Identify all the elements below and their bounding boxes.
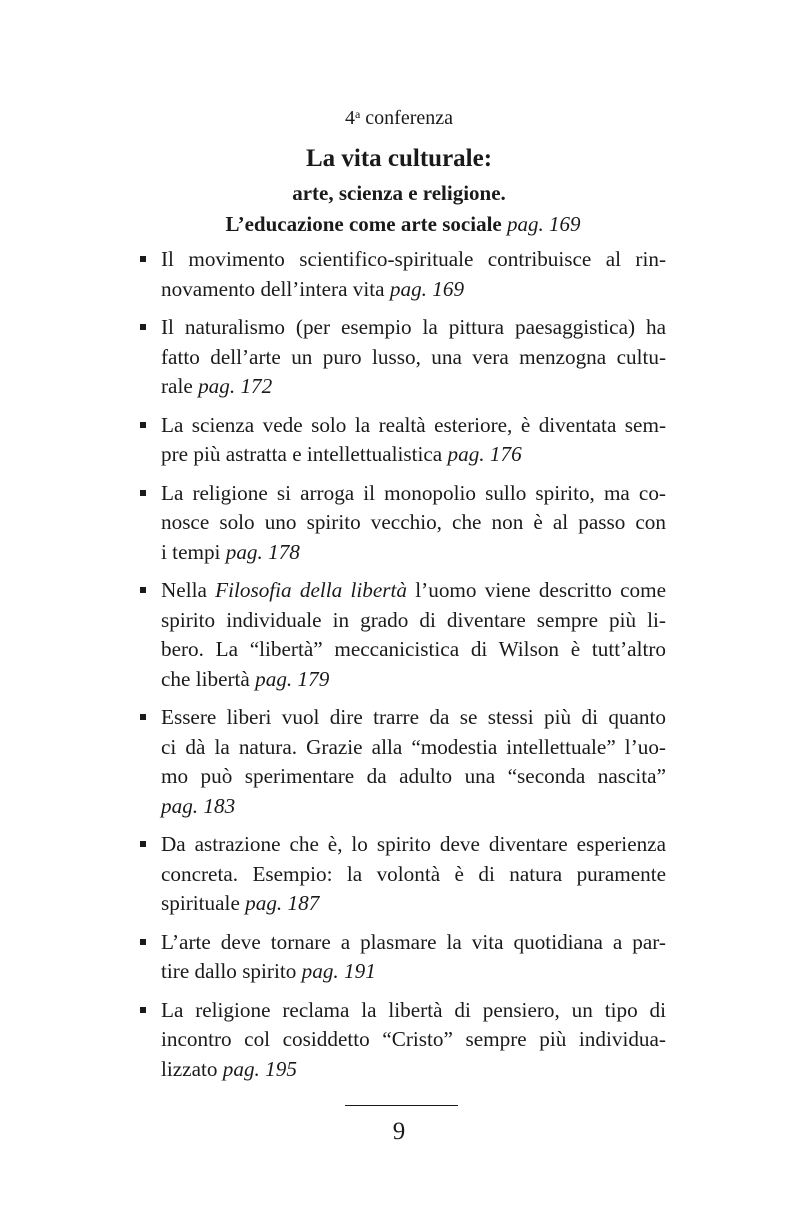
list-item	[138, 313, 666, 402]
list-item	[138, 830, 666, 919]
page-reference: pag. 191	[301, 959, 376, 983]
item-line-text: che libertà	[161, 666, 256, 691]
summary-list	[138, 245, 666, 1093]
item-line: La religione reclama la libertà di pensiero, un tipo di	[161, 997, 666, 1022]
list-item	[138, 411, 666, 470]
conference-number: 4	[344, 107, 355, 129]
list-item	[138, 479, 666, 568]
conference-word: conferenza	[360, 107, 454, 129]
list-item	[138, 996, 666, 1085]
item-line: La religione si arroga il monopolio sullo spirito, ma co-	[161, 480, 666, 505]
item-line-text: novamento dell’intera vita	[161, 276, 390, 301]
list-item	[138, 703, 666, 821]
list-item	[138, 576, 666, 694]
item-line-last	[161, 792, 666, 822]
item-line	[161, 576, 666, 606]
page-reference: pag. 183	[161, 793, 236, 818]
chapter-header	[0, 100, 798, 240]
item-line-last	[161, 957, 666, 987]
conference-ordinal-suffix: a	[354, 107, 361, 121]
page-reference: pag. 172	[198, 374, 273, 398]
chapter-title: La vita culturale:	[305, 145, 493, 172]
item-line-text: i tempi	[161, 539, 226, 564]
item-line-last	[161, 372, 666, 402]
chapter-subtitle: arte, scienza e religione.	[292, 181, 506, 205]
page-number: 9	[392, 1118, 406, 1145]
item-line-text: pre più astratta e intellettualistica	[161, 442, 448, 466]
item-line: La scienza vede solo la realtà esteriore, è diventata sem-	[161, 412, 666, 437]
item-line: Da astrazione che è, lo spirito deve diventare esperienza	[161, 832, 666, 856]
item-line-text: lizzato	[161, 1056, 223, 1081]
item-line-text: l’uomo viene descritto come	[407, 578, 666, 602]
item-line-last	[161, 275, 666, 305]
square-bullet-icon	[140, 490, 146, 496]
item-line-last	[161, 440, 666, 470]
square-bullet-icon	[140, 714, 146, 720]
list-item	[138, 928, 666, 987]
item-line-text: Nella	[161, 578, 216, 602]
square-bullet-icon	[140, 324, 146, 330]
item-line-last	[161, 889, 666, 919]
item-line: Il movimento scientifico-spirituale contribuisce al rin-	[161, 247, 666, 271]
item-line-text: rale	[161, 374, 199, 398]
item-line: spirito individuale in grado di diventare sempre più li-	[161, 607, 666, 632]
subtitle-page-reference: pag. 169	[506, 212, 581, 236]
chapter-subtitle-education	[0, 209, 798, 240]
square-bullet-icon	[140, 256, 146, 262]
footer-rule	[345, 1105, 458, 1106]
square-bullet-icon	[140, 841, 146, 847]
subtitle-education-text: L’educazione come arte sociale	[225, 212, 507, 236]
item-line-text: spirituale	[161, 891, 246, 915]
item-line-text: tire dallo spirito	[161, 959, 302, 983]
item-line-last	[161, 665, 666, 695]
page-reference: pag. 169	[389, 276, 465, 301]
square-bullet-icon	[140, 1007, 146, 1013]
item-line: concreta. Esempio: la volontà è di natura puramente	[161, 861, 666, 886]
item-line: mo può sperimentare da adulto una “seconda nascita”	[161, 764, 666, 788]
item-line: nosce solo uno spirito vecchio, che non è al passo con	[161, 510, 666, 534]
item-line: Essere liberi vuol dire trarre da se stessi più di quanto	[161, 705, 666, 729]
square-bullet-icon	[140, 587, 146, 593]
item-line-last	[161, 538, 666, 568]
square-bullet-icon	[140, 422, 146, 428]
book-title: Filosofia della libertà	[215, 578, 408, 602]
page-reference: pag. 195	[222, 1056, 297, 1081]
item-line: fatto dell’arte un puro lusso, una vera menzogna cultu-	[161, 344, 666, 369]
conference-label	[0, 100, 798, 132]
page-reference: pag. 179	[255, 666, 330, 691]
item-line: bero. La “libertà” meccanicistica di Wilson è tutt’altro	[161, 637, 666, 661]
page-reference: pag. 187	[245, 891, 320, 915]
item-line: L’arte deve tornare a plasmare la vita quotidiana a par-	[161, 929, 666, 954]
item-line: incontro col cosiddetto “Cristo” sempre più individua-	[161, 1027, 666, 1051]
item-line: Il naturalismo (per esempio la pittura paesaggistica) ha	[161, 315, 666, 339]
square-bullet-icon	[140, 939, 146, 945]
item-line: ci dà la natura. Grazie alla “modestia intellettuale” l’uo-	[161, 734, 666, 759]
page-reference: pag. 178	[225, 539, 300, 564]
list-item	[138, 245, 666, 304]
page-reference: pag. 176	[447, 442, 522, 466]
item-line-last	[161, 1055, 666, 1085]
